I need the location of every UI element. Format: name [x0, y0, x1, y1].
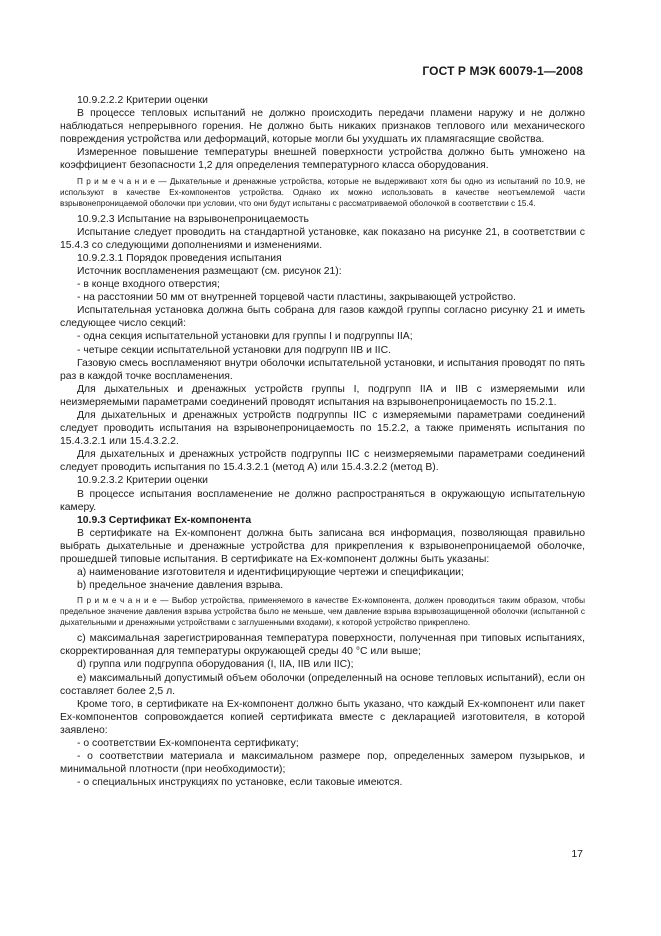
paragraph: Измеренное повышение температуры внешней поверхности устройства должно быть умножено на коэффициент безопасности 1,2 для определения температурного класса оборудования. [60, 147, 585, 172]
list-item: b) предельное значение давления взрыва. [77, 580, 284, 592]
paragraph: Испытательная установка должна быть собрана для газов каждой группы согласно рисунку 21 и иметь следующее число секций: [60, 305, 585, 330]
list-item: а) наименование изготовителя и идентифицирующие чертежи и спецификации; [77, 567, 464, 579]
list-item: - одна секция испытательной установки для группы I и подгруппы IIA; [77, 331, 413, 343]
note: П р и м е ч а н и е — Дыхательные и дренажные устройства, которые не выдерживают хотя бы одно из испытаний по 10.9, не используют в качестве Ex-компонентов устройства. Однако их можно использовать в качестве неотъемлемой части взрывонепроницаемой оболочки при условии, что они будут испытаны с рассматриваемой оболочкой в соответствии с 15.4. [60, 176, 585, 208]
document-header: ГОСТ Р МЭК 60079-1—2008 [422, 64, 583, 78]
paragraph: В сертификате на Ex-компонент должна быть записана вся информация, позволяющая правильно выбрать дыхательные и дренажные устройства для прикрепления к взрывонепроницаемой оболочке, прошедшей типовые испытания. В сертификате на Ex-компонент должны быть указаны: [60, 527, 585, 565]
paragraph: Источник воспламенения размещают (см. рисунок 21): [77, 265, 342, 277]
paragraph: Для дыхательных и дренажных устройств подгруппы IIC с неизмеряемыми параметрами соединений следует проводить испытания по 15.4.3.2.1 (метод А) или 15.4.3.2.2 (метод В). [60, 449, 585, 474]
paragraph: Испытание следует проводить на стандартной установке, как показано на рисунке 21, в соответствии с 15.4.3 со следующими дополнениями и изменениями. [60, 226, 585, 251]
paragraph: В процессе испытания воспламенение не должно распространяться в окружающую испытательную камеру. [60, 488, 585, 513]
list-item: - четыре секции испытательной установки для подгрупп IIB и IIC. [77, 344, 391, 356]
document-body [60, 94, 585, 789]
paragraph: Газовую смесь воспламеняют внутри оболочки испытательной установки, и испытания проводят по пять раз в каждой точке воспламенения. [60, 357, 585, 382]
clause-heading: 10.9.3 Сертификат Ex-компонента [77, 514, 252, 526]
list-item: - о соответствии Ex-компонента сертификату; [77, 738, 299, 750]
paragraph: Кроме того, в сертификате на Ex-компонент должно быть указано, что каждый Ex-компонент или пакет Ex-компонентов сопровождается копией сертификата вместе с декларацией изготовителя, в которой заявлено: [60, 698, 585, 736]
list-item: - на расстоянии 50 мм от внутренней торцевой части пластины, закрывающей устройство. [77, 292, 516, 304]
list-item: - о специальных инструкциях по установке, если таковые имеются. [77, 777, 403, 789]
paragraph: Для дыхательных и дренажных устройств подгруппы IIC с измеряемыми параметрами соединений следует проводить испытания на взрывонепроницаемость по 15.2.2, а также применять испытания по 15.4.3.2.1 или 15.4.3.2.2. [60, 409, 585, 448]
subclause-heading: 10.9.2.3.1 Порядок проведения испытания [77, 252, 282, 264]
subclause-heading: 10.9.2.3.2 Критерии оценки [77, 475, 208, 487]
paragraph: В процессе тепловых испытаний не должно происходить передачи пламени наружу и не должно наблюдаться непрерывного горения. Не должно быть никаких признаков теплового или механического повреждения устройства или деформаций, которые могли бы ухудшать их пламягасящие свойства. [60, 108, 585, 146]
list-item: с) максимальная зарегистрированная температура поверхности, полученная при типовых испытаниях, скорректированная для температуры окружающей среды 40 °С или выше; [60, 633, 585, 658]
subclause-heading: 10.9.2.2.2 Критерии оценки [77, 95, 208, 106]
page-number: 17 [571, 848, 583, 860]
subclause-heading: 10.9.2.3 Испытание на взрывонепроницаемость [77, 213, 309, 225]
note: П р и м е ч а н и е — Выбор устройства, применяемого в качестве Ex-компонента, должен проводиться таким образом, чтобы предельное значение давления взрыва устройства было не меньше, чем давление взрыва взрывозащищенной оболочки (испытанной с дыхательными и дренажными устройствами с заглушенными входами), к которой устройство прикреплено. [60, 596, 585, 628]
list-item: е) максимальный допустимый объем оболочки (определенный на основе тепловых испытаний), если он составляет более 2,5 л. [60, 672, 585, 697]
list-item: - в конце входного отверстия; [77, 279, 220, 291]
list-item: d) группа или подгруппа оборудования (I, IIA, IIB или IIC); [77, 659, 354, 671]
list-item: - о соответствии материала и максимальном размере пор, определенных замером пузырьков, и минимальной плотности (при необходимости); [60, 751, 585, 776]
paragraph: Для дыхательных и дренажных устройств группы I, подгрупп IIA и IIB с измеряемыми или неизмеряемыми параметрами соединений проводят испытания на взрывонепроницаемость по 15.2.1. [60, 383, 585, 408]
